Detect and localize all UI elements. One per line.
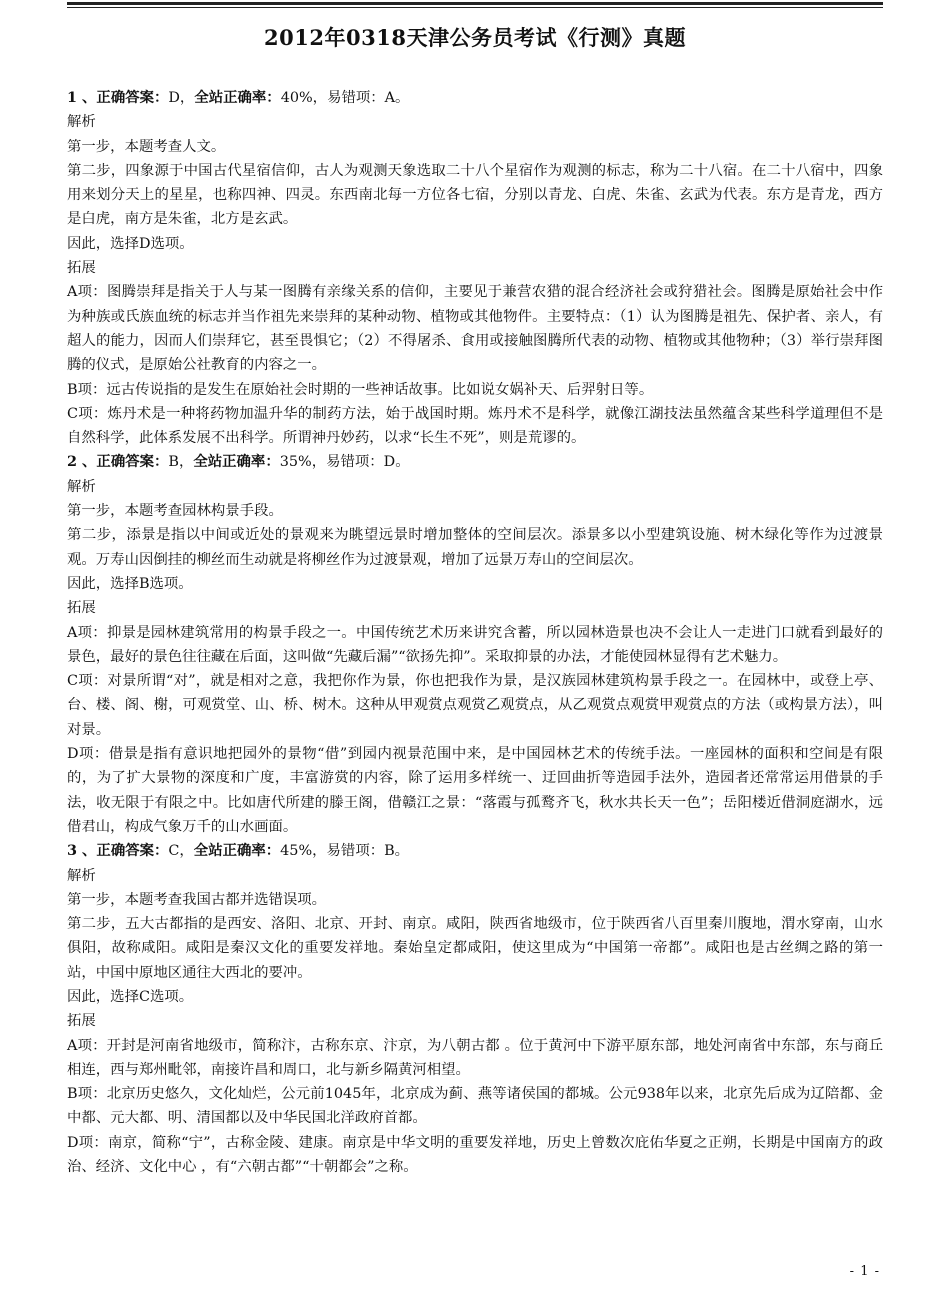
page-title: 2012年0318天津公务员考试《行测》真题 <box>264 25 686 50</box>
extension-item: C项：对景所谓“对”，就是相对之意，我把你作为景，你也把我作为景，是汉族园林建筑构景手段之一。在园林中，或登上亭、台、楼、阁、榭，可观赏堂、山、桥、树木。这种从甲观赏点观赏乙观赏点，从乙观赏点观赏甲观赏点的方法（或构景方法），叫对景。 <box>67 673 883 738</box>
extension-item: A项：开封是河南省地级市，简称汴，古称东京、汴京，为八朝古都 。位于黄河中下游平原东部，地处河南省中东部，东与商丘相连，西与郑州毗邻，南接许昌和周口，北与新乡隔黄河相望。 <box>67 1037 883 1078</box>
accuracy-label: 全站正确率： <box>193 842 281 860</box>
header-rule <box>67 2 883 5</box>
analysis-step1: 第一步，本题考查我国古都并选错误项。 <box>67 891 327 908</box>
extension-item: B项：北京历史悠久，文化灿烂，公元前1045年，北京成为蓟、燕等诸侯国的都城。公元938年以来，北京先后成为辽陪都、金中都、元大都、明、清国都以及中华民国北洋政府首都。 <box>67 1086 883 1127</box>
correct-answer-label: 正确答案： <box>96 89 169 106</box>
correct-answer: C， <box>168 843 194 860</box>
analysis-label: 解析 <box>67 867 96 884</box>
analysis-step1: 第一步，本题考查园林构景手段。 <box>67 503 283 520</box>
question-number: 2 <box>67 453 78 471</box>
accuracy-value: 45%，易错项：B。 <box>280 843 410 860</box>
analysis-conclusion: 因此，选择B选项。 <box>67 575 193 592</box>
extension-item: A项：图腾崇拜是指关于人与某一图腾有亲缘关系的信仰，主要见于兼营农猎的混合经济社会或狩猎社会。图腾是原始社会中作为种族或氏族血统的标志并当作祖先来崇拜的某种动物、植物或其他物件。主要特点：（1）认为图腾是祖先、保护者、亲人，有超人的能力，因而人们崇拜它，甚至畏惧它；（2）不得屠杀、食用或接触图腾所代表的动物、植物或其他物种；（3）举行崇拜图腾的仪式，是原始公社教育的内容之一。 <box>67 284 883 374</box>
correct-answer-label: 正确答案： <box>96 842 169 860</box>
extension-item: A项：抑景是园林建筑常用的构景手段之一。中国传统艺术历来讲究含蓄，所以园林造景也决不会让人一走进门口就看到最好的景色，最好的景色往往藏在后面，这叫做“先藏后漏”“欲扬先抑”。采取抑景的办法，才能使园林显得有艺术魅力。 <box>67 624 883 665</box>
accuracy-label: 全站正确率： <box>194 89 281 106</box>
accuracy-value: 40%，易错项：A。 <box>280 90 410 106</box>
analysis-conclusion: 因此，选择D选项。 <box>67 235 194 252</box>
analysis-label: 解析 <box>67 114 96 131</box>
extension-item: C项：炼丹术是一种将药物加温升华的制药方法，始于战国时期。炼丹术不是科学，就像江湖技法虽然蕴含某些科学道理但不是自然科学，此体系发展不出科学。所谓神丹妙药，以求“长生不死”，则是荒谬的。 <box>67 405 883 447</box>
analysis-label: 解析 <box>67 478 96 495</box>
question-header <box>67 450 883 474</box>
extension-item: D项：南京，简称“宁”，古称金陵、建康。南京是中华文明的重要发祥地，历史上曾数次庇佑华夏之正朔，长期是中国南方的政治、经济、文化中心 ，有“六朝古都”“十朝都会”之称。 <box>67 1134 883 1176</box>
question-header <box>67 839 883 863</box>
extension-label: 拓展 <box>67 600 96 617</box>
extension-item: B项：远古传说指的是发生在原始社会时期的一些神话故事。比如说女娲补天、后羿射日等。 <box>67 381 654 398</box>
correct-answer: D， <box>168 90 195 106</box>
extension-label: 拓展 <box>67 260 96 277</box>
header-rule-thin <box>67 7 883 8</box>
correct-answer: B， <box>168 454 194 471</box>
accuracy-label: 全站正确率： <box>193 453 280 471</box>
question-number: 1 <box>67 89 78 106</box>
analysis-conclusion: 因此，选择C选项。 <box>67 988 194 1005</box>
extension-label: 拓展 <box>67 1013 96 1030</box>
question-separator: 、 <box>77 89 97 106</box>
analysis-step2: 第二步，五大古都指的是西安、洛阳、北京、开封、南京。咸阳，陕西省地级市，位于陕西省八百里秦川腹地，渭水穿南，山水俱阳，故称咸阳。咸阳是秦汉文化的重要发祥地。秦始皇定都咸阳，使这里成为“中国第一帝都”。咸阳也是古丝绸之路的第一站，中国中原地区通往大西北的要冲。 <box>67 916 883 981</box>
analysis-step2: 第二步，添景是指以中间或近处的景观来为眺望远景时增加整体的空间层次。添景多以小型建筑设施、树木绿化等作为过渡景观。万寿山因倒挂的柳丝而生动就是将柳丝作为过渡景观，增加了远景万寿山的空间层次。 <box>67 527 883 568</box>
analysis-step2: 第二步，四象源于中国古代星宿信仰，古人为观测天象选取二十八个星宿作为观测的标志，称为二十八宿。在二十八宿中，四象用来划分天上的星星，也称四神、四灵。东西南北每一方位各七宿，分别以青龙、白虎、朱雀、玄武为代表。东方是青龙，西方是白虎，南方是朱雀，北方是玄武。 <box>67 162 883 228</box>
extension-item: D项：借景是指有意识地把园外的景物“借”到园内视景范围中来，是中国园林艺术的传统手法。一座园林的面积和空间是有限的，为了扩大景物的深度和广度，丰富游赏的内容，除了运用多样统一、迂回曲折等造园手法外，造园者还常常运用借景的手法，收无限于有限之中。比如唐代所建的滕王阁，借赣江之景：“落霞与孤鹜齐飞，秋水共长天一色”；岳阳楼近借洞庭湖水，远借君山，构成气象万千的山水画面。 <box>67 746 883 835</box>
question-header <box>67 86 883 110</box>
analysis-step1: 第一步，本题考查人文。 <box>67 138 226 155</box>
accuracy-value: 35%，易错项：D。 <box>279 454 410 471</box>
page-number: - 1 - <box>849 1264 880 1279</box>
correct-answer-label: 正确答案： <box>96 453 169 471</box>
document-body <box>67 86 883 1179</box>
question-number: 3 <box>67 842 78 860</box>
question-separator: 、 <box>77 453 97 471</box>
question-separator: 、 <box>77 842 97 860</box>
